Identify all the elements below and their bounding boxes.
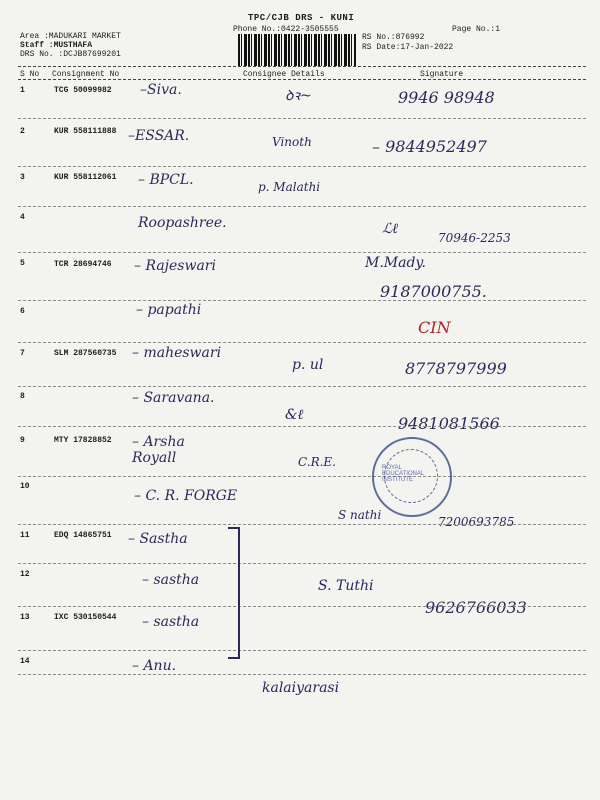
row-divider xyxy=(18,606,586,607)
row-divider xyxy=(18,563,586,564)
row-consignment: KUR 558112061 xyxy=(54,173,117,182)
row-divider xyxy=(18,650,586,651)
row-consignee-name: –ESSAR. xyxy=(128,128,190,144)
row-consignment: TCG 50099982 xyxy=(54,86,112,95)
drs-number: DRS No. :DCJB87699201 xyxy=(20,50,121,59)
row-phone: 7200693785 xyxy=(438,515,515,529)
row-consignee-name: – Saravana. xyxy=(132,390,215,406)
row-consignee-name: –Siva. xyxy=(140,82,182,98)
row-signature: ℒℓ xyxy=(382,221,398,237)
row-signature: ꝺꝛ~ xyxy=(285,88,312,104)
row-consignee-name: – BPCL. xyxy=(138,172,194,188)
row-consignee-name: – Sastha xyxy=(128,531,188,547)
row-consignment: EDQ 14865751 xyxy=(54,531,112,540)
row-divider xyxy=(18,524,586,525)
row-divider xyxy=(18,118,586,119)
row-phone: 9626766033 xyxy=(425,598,527,617)
row-sno: 13 xyxy=(20,613,30,622)
row-sno: 6 xyxy=(20,307,25,316)
header-phone: Phone No.:0422-3505555 xyxy=(233,25,339,34)
header-rule xyxy=(18,66,586,67)
row-phone: 9946 98948 xyxy=(398,88,495,107)
row-phone: 8778797999 xyxy=(405,359,507,378)
row-divider xyxy=(18,386,586,387)
staff-label: Staff :MUSTHAFA xyxy=(20,41,93,50)
row-consignment: IXC 530150544 xyxy=(54,613,117,622)
row-signature: &ℓ xyxy=(285,407,304,423)
row-sno: 12 xyxy=(20,570,30,579)
row-consignment: KUR 558111888 xyxy=(54,127,117,136)
column-header-sno: S No xyxy=(20,70,40,79)
column-header-signature: Signature xyxy=(420,70,464,79)
row-divider xyxy=(18,252,586,253)
stamp-text: ROYAL EDUCATIONAL INSTITUTE xyxy=(382,465,425,483)
row-divider xyxy=(18,426,586,427)
row-consignment: MTY 17828852 xyxy=(54,436,112,445)
row-consignee-name: – Anu. xyxy=(132,658,177,674)
row-signature: S. Tuthi xyxy=(318,578,374,594)
row-consignee-name: – C. R. FORGE xyxy=(134,488,238,504)
page-number: Page No.:1 xyxy=(452,25,501,34)
row-consignee-name: – papathi xyxy=(136,302,202,318)
row-consignee-name: – sastha xyxy=(142,572,200,588)
row-sno: 2 xyxy=(20,127,25,136)
row-phone: 70946-2253 xyxy=(438,231,511,245)
row-divider xyxy=(18,342,586,343)
rs-number: RS No.:876992 xyxy=(362,33,425,42)
row-sno: 4 xyxy=(20,213,25,222)
row-phone: 9187000755. xyxy=(380,282,487,301)
row-sno: 10 xyxy=(20,482,30,491)
header-rule xyxy=(18,79,586,80)
row-phone: CIN xyxy=(418,318,451,337)
row-divider xyxy=(18,300,586,301)
row-sno: 9 xyxy=(20,436,25,445)
row-divider xyxy=(18,476,586,477)
row-sno: 3 xyxy=(20,173,25,182)
row-signature: p. Malathi xyxy=(258,180,321,194)
row-phone: 9481081566 xyxy=(398,414,500,433)
row-signature: M.Mady. xyxy=(365,255,426,271)
row-divider xyxy=(18,166,586,167)
column-header-details: Consignee Details xyxy=(243,70,325,79)
row-sno: 8 xyxy=(20,392,25,401)
group-bracket xyxy=(228,527,240,659)
row-sno: 14 xyxy=(20,657,30,666)
row-sno: 5 xyxy=(20,259,25,268)
row-signature: p. ul xyxy=(292,357,324,373)
row-consignee-name: Roopashree. xyxy=(138,215,227,231)
row-consignee-name: – maheswari xyxy=(132,345,222,361)
footer-signature-scrawl: kalaiyarasi xyxy=(262,680,340,696)
rs-date: RS Date:17-Jan-2022 xyxy=(362,43,454,52)
row-phone: – 9844952497 xyxy=(372,137,487,156)
barcode-image xyxy=(238,34,356,66)
row-sno: 1 xyxy=(20,86,25,95)
page-title: TPC/CJB DRS - KUNI xyxy=(248,13,355,23)
row-consignee-name: – Rajeswari xyxy=(134,258,216,274)
area-label: Area :MADUKARI MARKET xyxy=(20,32,121,41)
row-sno: 7 xyxy=(20,349,25,358)
row-consignee-name: – Arsha Royall xyxy=(132,434,185,466)
row-signature: Vinoth xyxy=(272,135,312,149)
row-divider xyxy=(18,674,586,675)
row-divider xyxy=(18,206,586,207)
institution-stamp xyxy=(372,437,452,517)
row-signature: S nathi xyxy=(338,508,382,522)
row-sno: 11 xyxy=(20,531,30,540)
row-consignment: TCR 28694746 xyxy=(54,260,112,269)
row-consignment: SLM 287560735 xyxy=(54,349,117,358)
row-signature: C.R.E. xyxy=(298,455,336,469)
row-consignee-name: – sastha xyxy=(142,614,200,630)
column-header-consignment: Consignment No xyxy=(52,70,120,79)
